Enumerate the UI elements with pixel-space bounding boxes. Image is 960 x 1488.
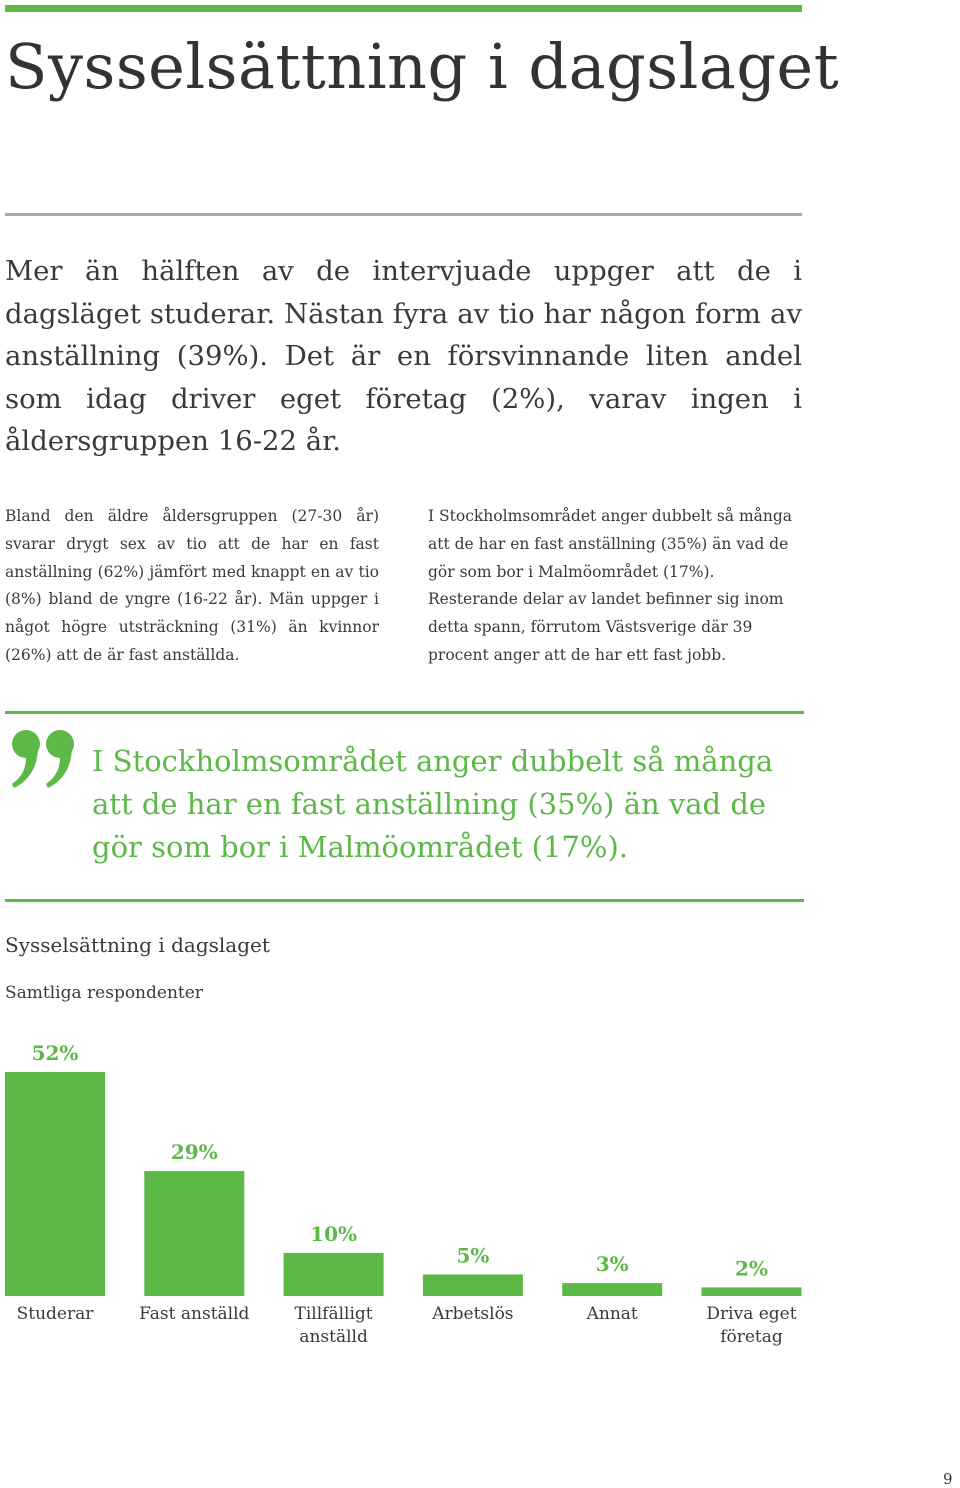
- top-accent-bar: [5, 5, 802, 12]
- category-label: företag: [720, 1327, 783, 1347]
- bar-6: [702, 1287, 802, 1296]
- bar-5: [562, 1283, 662, 1296]
- category-label: Fast anställd: [139, 1304, 250, 1324]
- bar-value-label: 5%: [456, 1243, 490, 1268]
- title-divider: [5, 213, 802, 216]
- category-label: anställd: [299, 1327, 368, 1347]
- page-number: 9: [943, 1470, 953, 1488]
- bar-value-label: 3%: [595, 1252, 629, 1277]
- bar-3: [284, 1253, 384, 1296]
- body-text-left: Bland den äldre åldersgruppen (27-30 år) svarar drygt sex av tio att de har en fast anställning (62%) jämfört med knappt en av tio (8%) bland de yngre (16-22 år). Män uppger i något högre utsträckning (31%) än kvinnor (26%) att de är fast anställda.: [5, 507, 379, 664]
- bar-value-label: 10%: [310, 1221, 358, 1246]
- bar-value-label: 52%: [31, 1041, 79, 1065]
- pull-quote: I Stockholmsområdet anger dubbelt så många att de har en fast anställning (35%) än vad de gör som bor i Malmöområdet (17%).: [92, 744, 774, 864]
- chart-subtitle: Samtliga respondenter: [5, 983, 203, 1003]
- bar-value-label: 2%: [735, 1256, 768, 1281]
- category-label: Driva eget: [706, 1304, 797, 1324]
- bar-1: [5, 1072, 105, 1296]
- category-label: Arbetslös: [432, 1304, 514, 1324]
- bar-4: [423, 1274, 523, 1296]
- bar-value-label: 29%: [170, 1140, 218, 1165]
- category-label: Annat: [586, 1304, 638, 1324]
- bar-2: [144, 1171, 244, 1296]
- employment-bar-chart: [0, 1030, 810, 1360]
- quote-top-rule: [5, 711, 804, 714]
- lead-paragraph: Mer än hälften av de intervjuade uppger att de i dagsläget studerar. Nästan fyra av tio har någon form av anställning (39%). Det är en försvinnande liten andel som idag driver eget företag (2%), varav ingen i åldersgruppen 16-22 år.: [5, 255, 802, 457]
- chart-title: Sysselsättning i dagslaget: [5, 933, 270, 957]
- body-text-right: I Stockholmsområdet anger dubbelt så många att de har en fast anställning (35%) än vad de gör som bor i Malmöområdet (17%). Resterande delar av landet befinner sig inom detta spann, förrutom Västsverige där 39 procent anger att de har ett fast jobb.: [428, 507, 793, 664]
- category-label: Studerar: [16, 1304, 94, 1324]
- page-title: Sysselsättning i dagslaget: [5, 30, 840, 103]
- quote-icon: [10, 722, 78, 792]
- quote-bottom-rule: [5, 899, 804, 902]
- category-label: Tillfälligt: [294, 1304, 373, 1324]
